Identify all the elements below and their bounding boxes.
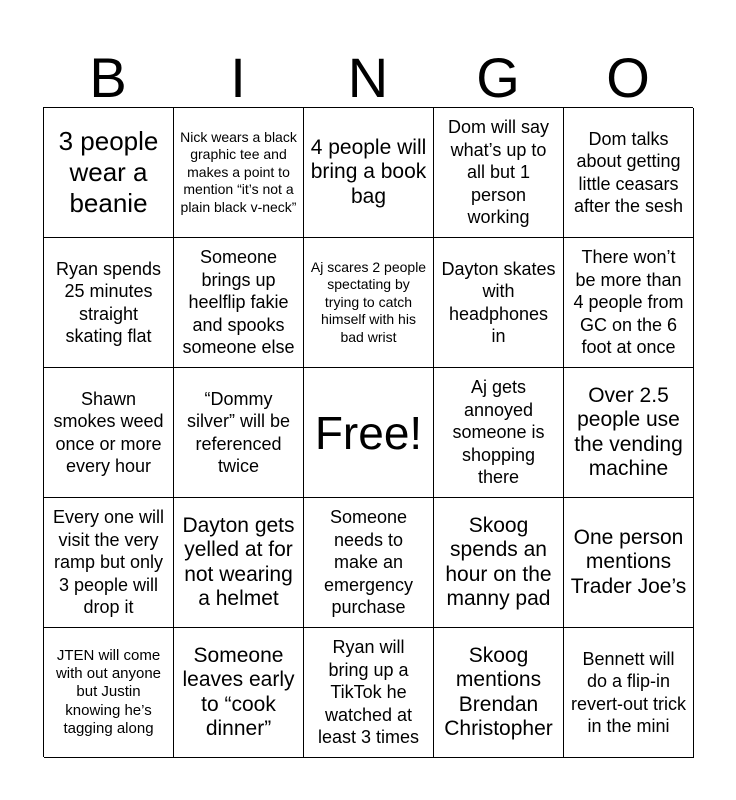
bingo-cell[interactable]: “Dommy silver” will be referenced twice	[174, 368, 304, 498]
bingo-cell[interactable]: Dayton skates with headphones in	[434, 238, 564, 368]
bingo-cell[interactable]: Every one will visit the very ramp but only 3 people will drop it	[44, 498, 174, 628]
bingo-cell[interactable]: 4 people will bring a book bag	[304, 108, 434, 238]
bingo-cell[interactable]: Dom will say what’s up to all but 1 person working	[434, 108, 564, 238]
bingo-cell[interactable]: Someone brings up heelflip fakie and spooks someone else	[174, 238, 304, 368]
bingo-cell[interactable]: Skoog mentions Brendan Christopher	[434, 628, 564, 758]
bingo-cell[interactable]: Ryan spends 25 minutes straight skating flat	[44, 238, 174, 368]
bingo-cell[interactable]: Over 2.5 people use the vending machine	[564, 368, 694, 498]
bingo-cell[interactable]: Someone leaves early to “cook dinner”	[174, 628, 304, 758]
header-letter-o: O	[606, 46, 650, 109]
bingo-cell[interactable]: 3 people wear a beanie	[44, 108, 174, 238]
header-letter-g: G	[476, 46, 520, 109]
free-space-cell[interactable]: Free!	[304, 368, 434, 498]
bingo-grid	[43, 107, 693, 757]
bingo-cell[interactable]: Skoog spends an hour on the manny pad	[434, 498, 564, 628]
bingo-header	[43, 45, 693, 107]
bingo-cell[interactable]: Someone needs to make an emergency purchase	[304, 498, 434, 628]
bingo-cell[interactable]: Dayton gets yelled at for not wearing a helmet	[174, 498, 304, 628]
bingo-cell[interactable]: There won’t be more than 4 people from GC on the 6 foot at once	[564, 238, 694, 368]
bingo-cell[interactable]: Shawn smokes weed once or more every hour	[44, 368, 174, 498]
bingo-cell[interactable]: Nick wears a black graphic tee and makes a point to mention “it’s not a plain black v-neck”	[174, 108, 304, 238]
bingo-cell[interactable]: One person mentions Trader Joe’s	[564, 498, 694, 628]
bingo-cell[interactable]: Bennett will do a flip-in revert-out trick in the mini	[564, 628, 694, 758]
header-letter-n: N	[347, 46, 389, 109]
bingo-cell[interactable]: Dom talks about getting little ceasars after the sesh	[564, 108, 694, 238]
bingo-cell[interactable]: Ryan will bring up a TikTok he watched at least 3 times	[304, 628, 434, 758]
header-letter-b: B	[89, 46, 127, 109]
bingo-cell[interactable]: JTEN will come with out anyone but Justin knowing he’s tagging along	[44, 628, 174, 758]
bingo-cell[interactable]: Aj gets annoyed someone is shopping there	[434, 368, 564, 498]
bingo-cell[interactable]: Aj scares 2 people spectating by trying to catch himself with his bad wrist	[304, 238, 434, 368]
header-letter-i: I	[230, 46, 246, 109]
